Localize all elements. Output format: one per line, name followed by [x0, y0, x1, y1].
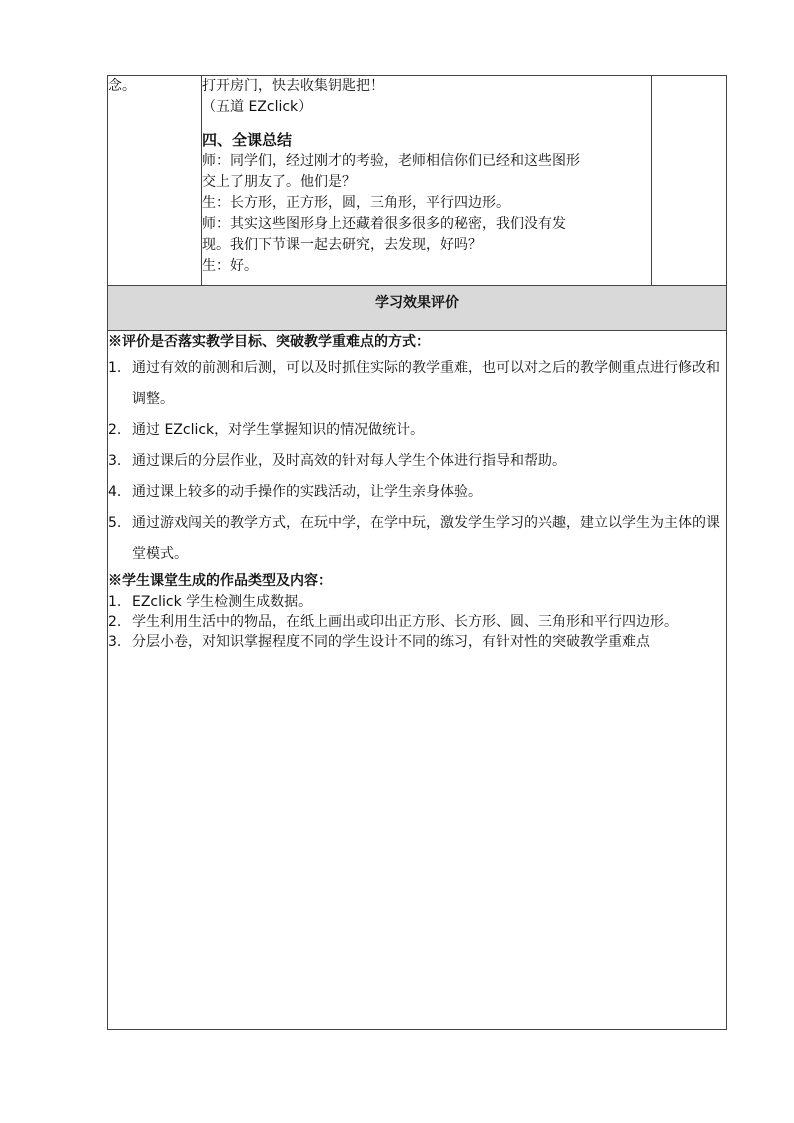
evaluation-cell	[108, 331, 727, 1030]
content-line-7: 现。我们下节课一起去研究，去发现，好吗？	[202, 237, 482, 253]
evaluation-list	[108, 353, 726, 570]
section-header-title: 学习效果评价	[375, 295, 459, 311]
lesson-plan-table	[107, 75, 727, 1030]
content-line-8: 生：好。	[202, 258, 258, 274]
evaluation-item	[108, 446, 726, 477]
item-text: 学生利用生活中的物品，在纸上画出或印出正方形、长方形、圆、三角形和平行四边形。	[132, 614, 678, 630]
works-list	[108, 592, 726, 652]
item-text: EZclick 学生检测生成数据。	[132, 594, 313, 610]
content-line-1: 打开房门，快去收集钥匙把！	[202, 78, 384, 94]
content-line-3: 师：同学们，经过刚才的考验，老师相信你们已经和这些图形	[202, 153, 580, 169]
process-step-text: 念。	[108, 78, 136, 94]
evaluation-item	[108, 415, 726, 446]
content-line-4: 交上了朋友了。他们是？	[202, 174, 356, 190]
design-intent-cell	[652, 76, 727, 286]
item-text: 通过游戏闯关的教学方式，在玩中学，在学中玩，激发学生学习的兴趣，建立以学生为主体的课堂模式。	[132, 515, 720, 562]
item-number: 1.	[108, 594, 122, 610]
item-text: 通过有效的前测和后测，可以及时抓住实际的教学重难，也可以对之后的教学侧重点进行修改和调整。	[132, 360, 720, 407]
content-line-2: （五道 EZclick）	[202, 99, 313, 115]
evaluation-item	[108, 353, 726, 415]
section-header-cell	[108, 286, 727, 331]
item-number: 1.	[108, 360, 122, 376]
item-number: 3.	[108, 453, 122, 469]
item-text: 通过课后的分层作业，及时高效的针对每人学生个体进行指导和帮助。	[132, 453, 566, 469]
lesson-process-row	[108, 76, 727, 286]
content-line-6: 师：其实这些图形身上还藏着很多很多的秘密，我们没有发	[202, 216, 566, 232]
evaluation-heading: ※评价是否落实教学目标、突破教学重难点的方式：	[108, 334, 430, 350]
section-header-row	[108, 286, 727, 331]
evaluation-row	[108, 331, 727, 1030]
item-number: 2.	[108, 614, 122, 630]
process-step-cell	[108, 76, 202, 286]
evaluation-item	[108, 508, 726, 570]
item-text: 通过 EZclick，对学生掌握知识的情况做统计。	[132, 422, 425, 438]
item-text: 通过课上较多的动手操作的实践活动，让学生亲身体验。	[132, 484, 482, 500]
item-number: 4.	[108, 484, 122, 500]
works-item	[108, 592, 726, 612]
item-number: 2.	[108, 422, 122, 438]
works-heading: ※学生课堂生成的作品类型及内容：	[108, 573, 332, 589]
section-title-summary: 四、全课总结	[202, 131, 293, 149]
works-item	[108, 612, 726, 632]
process-content-cell	[202, 76, 652, 286]
content-line-5: 生：长方形，正方形，圆，三角形，平行四边形。	[202, 195, 510, 211]
item-number: 3.	[108, 634, 122, 650]
item-text: 分层小卷，对知识掌握程度不同的学生设计不同的练习，有针对性的突破教学重难点	[132, 634, 650, 650]
works-item	[108, 632, 726, 652]
item-number: 5.	[108, 515, 122, 531]
evaluation-item	[108, 477, 726, 508]
